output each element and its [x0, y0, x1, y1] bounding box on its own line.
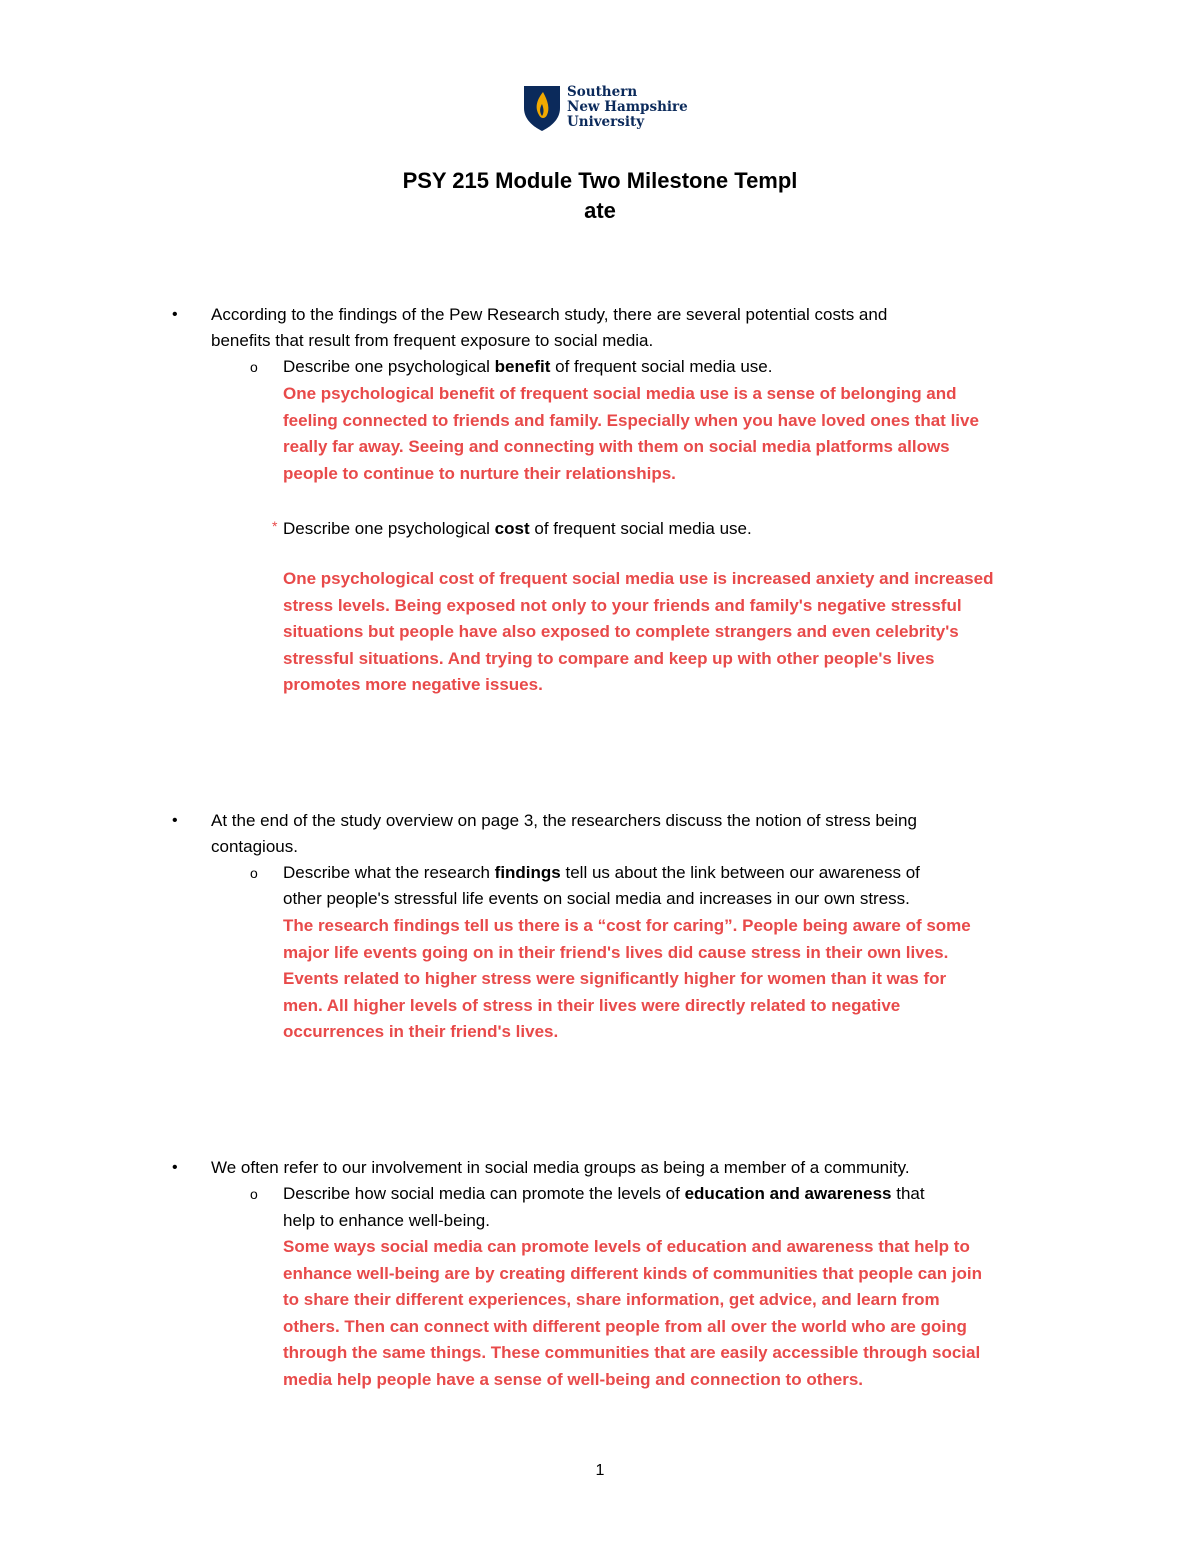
q3-answer-line-3: to share their different experiences, share information, get advice, and learn from: [283, 1290, 940, 1309]
q2-answer-line-3: Events related to higher stress were significantly higher for women than it was for: [283, 969, 947, 988]
q3-sub1-prompt-line-2: help to enhance well-being.: [283, 1211, 490, 1230]
sub-bullet-marker: o: [250, 865, 258, 881]
asterisk-marker: *: [272, 518, 278, 534]
logo-line-1: Southern: [567, 84, 638, 100]
q1-sub1-prompt-post: of frequent social media use.: [550, 357, 773, 376]
bullet-marker: •: [172, 1159, 178, 1176]
q2-sub1-prompt-line-2: other people's stressful life events on social media and increases in our own stress.: [283, 889, 910, 908]
bullet-marker: •: [172, 812, 178, 829]
q3-answer-line-6: media help people have a sense of well-being and connection to others.: [283, 1369, 864, 1389]
q1-sub1-prompt-bold: benefit: [494, 357, 551, 376]
q2-answer-line-2: major life events going on in their friend's lives did cause stress in their own lives.: [283, 942, 949, 962]
q1-sub1-answer-line-3: really far away. Seeing and connecting with them on social media platforms allows: [283, 437, 950, 456]
title-line-2: ate: [584, 198, 616, 223]
q1-sub1-answer-line-4: people to continue to nurture their relationships.: [283, 463, 676, 483]
q2-answer-line-4: men. All higher levels of stress in their lives were directly related to negative: [283, 995, 901, 1015]
q2-sub1-prompt-line-1: [283, 860, 920, 886]
q1-sub2-prompt-post: of frequent social media use.: [529, 519, 752, 538]
q1-sub2-prompt: [283, 516, 752, 542]
logo-wordmark: [567, 85, 688, 130]
q2-sub1-prompt-pre: Describe what the research: [283, 863, 495, 882]
q1-sub2-answer-line-1: One psychological cost of frequent social media use is increased anxiety and increased: [283, 569, 994, 588]
shield-flame-icon: [522, 84, 562, 132]
q1-sub1-answer-line-1: One psychological benefit of frequent social media use is a sense of belonging and: [283, 384, 957, 403]
q1-sub2-answer-line-4: stressful situations. And trying to compare and keep up with other people's lives: [283, 648, 935, 668]
q1-prompt-line-1: According to the findings of the Pew Research study, there are several potential costs and: [211, 305, 888, 324]
sub-bullet-marker: o: [250, 359, 258, 375]
q3-answer-line-5: through the same things. These communities that are easily accessible through social: [283, 1343, 981, 1362]
title-line-1: PSY 215 Module Two Milestone Templ: [402, 168, 798, 193]
q1-sub2-prompt-pre: Describe one psychological: [283, 519, 495, 538]
q3-prompt-line-1: We often refer to our involvement in social media groups as being a member of a community.: [211, 1158, 910, 1177]
q2-prompt-line-1: At the end of the study overview on page 3, the researchers discuss the notion of stress being: [211, 811, 917, 830]
q1-prompt-line-2: benefits that result from frequent exposure to social media.: [211, 331, 654, 350]
q2-sub1-prompt-bold: findings: [494, 863, 561, 882]
q1-sub2-answer-line-2: stress levels. Being exposed not only to your friends and family's negative stressful: [283, 595, 962, 615]
q1-sub2-answer-line-5: promotes more negative issues.: [283, 675, 543, 694]
q1-sub2-answer-line-3: situations but people have also exposed to complete strangers and even celebrity's: [283, 622, 959, 641]
q2-sub1-prompt-post: tell us about the link between our awareness of: [560, 863, 920, 882]
q2-answer-line-5: occurrences in their friend's lives.: [283, 1022, 559, 1041]
q1-sub1-prompt: [283, 354, 772, 380]
q3-sub1-prompt-bold: education and awareness: [684, 1184, 892, 1203]
q3-sub1-prompt-pre: Describe how social media can promote the levels of: [283, 1184, 685, 1203]
sub-bullet-marker: o: [250, 1186, 258, 1202]
logo-line-2: New Hampshire: [567, 99, 688, 115]
q2-prompt-line-2: contagious.: [211, 837, 298, 856]
q3-sub1-prompt-post: that: [891, 1184, 925, 1203]
q1-sub1-answer-line-2: feeling connected to friends and family. Especially when you have loved ones that live: [283, 410, 979, 430]
document-title: [0, 166, 1200, 226]
q2-answer-line-1: The research findings tell us there is a “cost for caring”. People being aware of some: [283, 916, 971, 935]
q1-sub2-prompt-bold: cost: [494, 519, 530, 538]
q3-answer-line-4: others. Then can connect with different people from all over the world who are going: [283, 1316, 967, 1336]
q1-sub1-prompt-pre: Describe one psychological: [283, 357, 495, 376]
bullet-marker: •: [172, 306, 178, 323]
q3-sub1-prompt-line-1: [283, 1181, 925, 1207]
logo-line-3: University: [567, 114, 645, 130]
q3-answer-line-2: enhance well-being are by creating different kinds of communities that people can join: [283, 1263, 983, 1283]
university-logo: [522, 84, 692, 134]
q3-answer-line-1: Some ways social media can promote levels of education and awareness that help to: [283, 1237, 970, 1256]
page-number: 1: [595, 1462, 605, 1479]
